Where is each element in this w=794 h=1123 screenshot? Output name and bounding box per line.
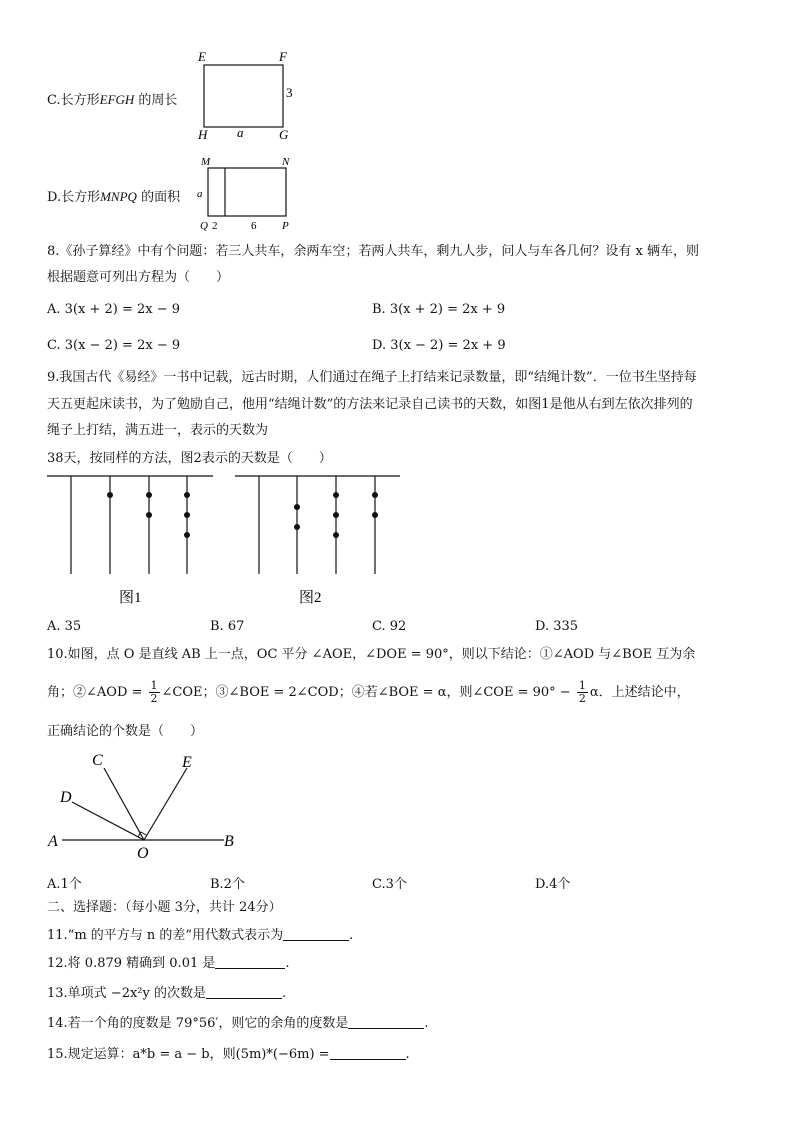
rectangle-efgh xyxy=(204,65,283,127)
answer-blank[interactable] xyxy=(206,984,282,999)
knot xyxy=(333,512,339,518)
label-a: A xyxy=(48,833,58,850)
knot xyxy=(333,532,339,538)
q8-line1: 8.《孙子算经》中有个问题：若三人共车，余两车空；若两人共车，剩九人步，问人与车各几何？设有 x 辆车，则 xyxy=(47,244,700,259)
figure-2-caption: 图2 xyxy=(299,590,322,606)
knot xyxy=(107,492,113,498)
q10-line3: 正确结论的个数是（ ） xyxy=(47,724,204,739)
label-f: F xyxy=(279,49,287,64)
angle-figure xyxy=(44,748,244,866)
q14: 14.若一个角的度数是 79°56′，则它的余角的度数是 . xyxy=(47,1016,429,1031)
q9-line3: 绳子上打结，满五进一，表示的天数为 xyxy=(47,423,269,438)
label-p: P xyxy=(282,220,289,232)
q10-option-d: D.4个 xyxy=(535,877,571,892)
q9-line4: 38天，按同样的方法，图2表示的天数是（ ） xyxy=(47,451,332,466)
knot xyxy=(146,512,152,518)
label-h: H xyxy=(198,127,208,142)
q10-option-b: B.2个 xyxy=(210,877,245,892)
knot xyxy=(294,524,300,530)
q9-line2: 天五更起床读书，为了勉励自己，他用“结绳计数”的方法来记录自己读书的天数，如图1是他从右到左依次排列的 xyxy=(47,397,693,412)
label-g: G xyxy=(279,127,289,142)
knot xyxy=(184,492,190,498)
option-d-text: D.长方形MNPQ 的面积 xyxy=(47,189,181,205)
knot xyxy=(372,492,378,498)
figure-1 xyxy=(47,476,213,606)
q9-option-a: A. 35 xyxy=(47,619,82,634)
label-b: B xyxy=(224,833,234,850)
knot xyxy=(372,512,378,518)
label-q: Q xyxy=(200,220,208,232)
q8-line2: 根据题意可列出方程为（ ） xyxy=(47,270,230,285)
label-side-a: a xyxy=(237,125,244,140)
q13: 13.单项式 −2x²y 的次数是 . xyxy=(47,986,287,1001)
q10-option-c: C.3个 xyxy=(372,877,407,892)
section-2-heading: 二、选择题：（每小题 3分，共计 24分） xyxy=(47,900,282,915)
option-c-text: C.长方形EFGH 的周长 xyxy=(47,92,178,108)
q11: 11.“m 的平方与 n 的差”用代数式表示为 . xyxy=(47,928,354,943)
rectangle-efgh-figure xyxy=(190,45,310,145)
label-c: C xyxy=(92,752,103,769)
q15: 15.规定运算：a*b = a − b，则(5m)*(−6m) = . xyxy=(47,1047,410,1062)
knot-figures xyxy=(45,470,415,610)
q9-option-d: D. 335 xyxy=(535,619,579,634)
q10-line1: 10.如图，点 O 是直线 AB 上一点，OC 平分 ∠AOE，∠DOE = 90°，则以下结论：①∠AOD 与∠BOE 互为余 xyxy=(47,647,696,662)
knot xyxy=(294,504,300,510)
ray-oe xyxy=(144,768,187,840)
q9-option-c: C. 92 xyxy=(372,619,407,634)
answer-blank[interactable] xyxy=(283,926,349,941)
answer-blank[interactable] xyxy=(330,1045,406,1060)
q8-option-c: C. 3(x − 2) = 2x − 9 xyxy=(47,338,181,353)
knot xyxy=(184,512,190,518)
label-e: E xyxy=(198,49,206,64)
knot xyxy=(184,532,190,538)
rectangle-mnpq-figure xyxy=(196,153,300,233)
label-2: 2 xyxy=(212,220,218,232)
q8-option-b: B. 3(x + 2) = 2x + 9 xyxy=(372,302,506,317)
fraction-half: $\frac{1}{2}$ xyxy=(150,679,158,705)
q9-option-b: B. 67 xyxy=(210,619,245,634)
fraction-half: $\frac{1}{2}$ xyxy=(578,679,586,705)
knot xyxy=(333,492,339,498)
answer-blank[interactable] xyxy=(348,1014,424,1029)
q9-line1: 9.我国古代《易经》一书中记载，远古时期，人们通过在绳子上打结来记录数量，即“结绳计数”．一位书生坚持每 xyxy=(47,370,697,385)
answer-blank[interactable] xyxy=(215,954,285,969)
q10-line2: 角；②∠AOD = $\frac{1}{2}$ ∠COE；③∠BOE = 2∠COD；④若∠BOE = α，则∠COE = 90° − $\frac{1}{2}$ α．上述结论中， xyxy=(47,679,690,705)
label-d: D xyxy=(60,789,72,806)
figure-2 xyxy=(235,476,400,606)
label-m: M xyxy=(201,156,211,168)
q12: 12.将 0.879 精确到 0.01 是 . xyxy=(47,956,290,971)
label-o: O xyxy=(137,845,149,862)
q8-option-d: D. 3(x − 2) = 2x + 9 xyxy=(372,338,506,353)
label-e: E xyxy=(182,754,192,771)
knot xyxy=(146,492,152,498)
q8-option-a: A. 3(x + 2) = 2x − 9 xyxy=(47,302,181,317)
label-n: N xyxy=(282,156,290,168)
label-side-a: a xyxy=(197,188,203,200)
rectangle-mnpq xyxy=(208,168,286,216)
q10-option-a: A.1个 xyxy=(47,877,82,892)
label-6: 6 xyxy=(251,220,257,232)
label-side-3: 3 xyxy=(286,85,293,100)
figure-1-caption: 图1 xyxy=(119,590,142,606)
